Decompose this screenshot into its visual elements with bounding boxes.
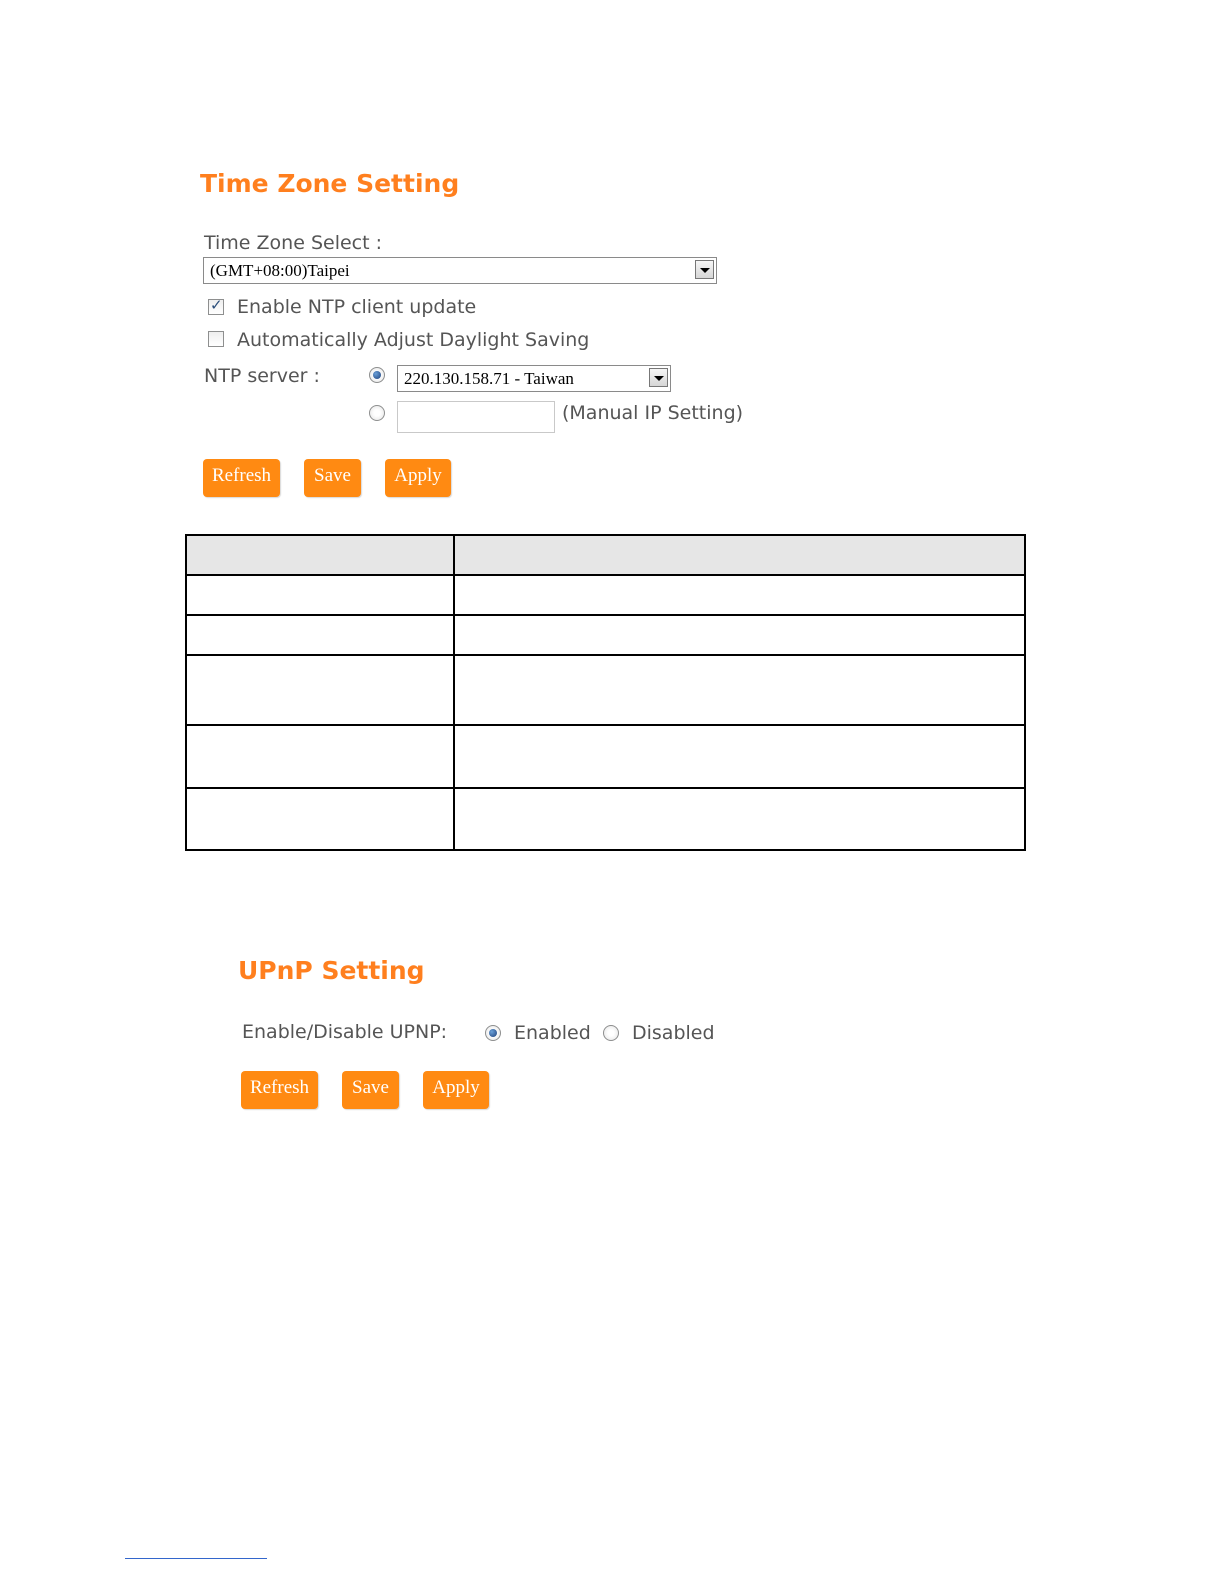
footnote-rule (125, 1558, 267, 1559)
table-divider (185, 534, 187, 851)
table-divider (185, 724, 1026, 726)
table-divider (453, 534, 455, 851)
table-divider (185, 574, 1026, 576)
time-zone-title: Time Zone Setting (200, 169, 460, 198)
upnp-apply-button[interactable]: Apply (423, 1071, 489, 1109)
upnp-toggle-label: Enable/Disable UPNP: (242, 1021, 448, 1043)
upnp-disabled-radio[interactable] (603, 1025, 619, 1041)
upnp-save-button[interactable]: Save (342, 1071, 399, 1109)
manual-ip-label: (Manual IP Setting) (562, 402, 744, 424)
ntp-server-select[interactable] (397, 365, 671, 392)
manual-ip-input[interactable] (397, 401, 555, 433)
ntp-update-label: Enable NTP client update (237, 296, 477, 318)
upnp-disabled-label: Disabled (632, 1022, 715, 1044)
table-divider (185, 787, 1026, 789)
table-header-row (186, 535, 1024, 575)
upnp-title: UPnP Setting (238, 956, 425, 985)
daylight-saving-label: Automatically Adjust Daylight Saving (237, 329, 590, 351)
ntp-server-label: NTP server : (204, 365, 320, 387)
apply-button[interactable]: Apply (385, 459, 451, 497)
table-divider (185, 849, 1026, 851)
upnp-refresh-button[interactable]: Refresh (241, 1071, 318, 1109)
chevron-down-icon[interactable] (649, 368, 668, 387)
refresh-button[interactable]: Refresh (203, 459, 280, 497)
ntp-update-checkbox[interactable] (208, 299, 224, 315)
chevron-down-icon[interactable] (695, 260, 714, 279)
time-zone-select-value: (GMT+08:00)Taipei (210, 261, 350, 280)
save-button[interactable]: Save (304, 459, 361, 497)
ntp-server-list-radio[interactable] (369, 367, 385, 383)
upnp-enabled-label: Enabled (514, 1022, 591, 1044)
upnp-enabled-radio[interactable] (485, 1025, 501, 1041)
table-divider (185, 534, 1026, 536)
time-zone-select[interactable] (203, 257, 717, 284)
ntp-server-select-value: 220.130.158.71 - Taiwan (404, 369, 574, 388)
daylight-saving-checkbox[interactable] (208, 331, 224, 347)
ntp-server-manual-radio[interactable] (369, 405, 385, 421)
table-divider (1024, 534, 1026, 851)
table-divider (185, 654, 1026, 656)
time-zone-select-label: Time Zone Select : (204, 232, 383, 254)
table-divider (185, 614, 1026, 616)
